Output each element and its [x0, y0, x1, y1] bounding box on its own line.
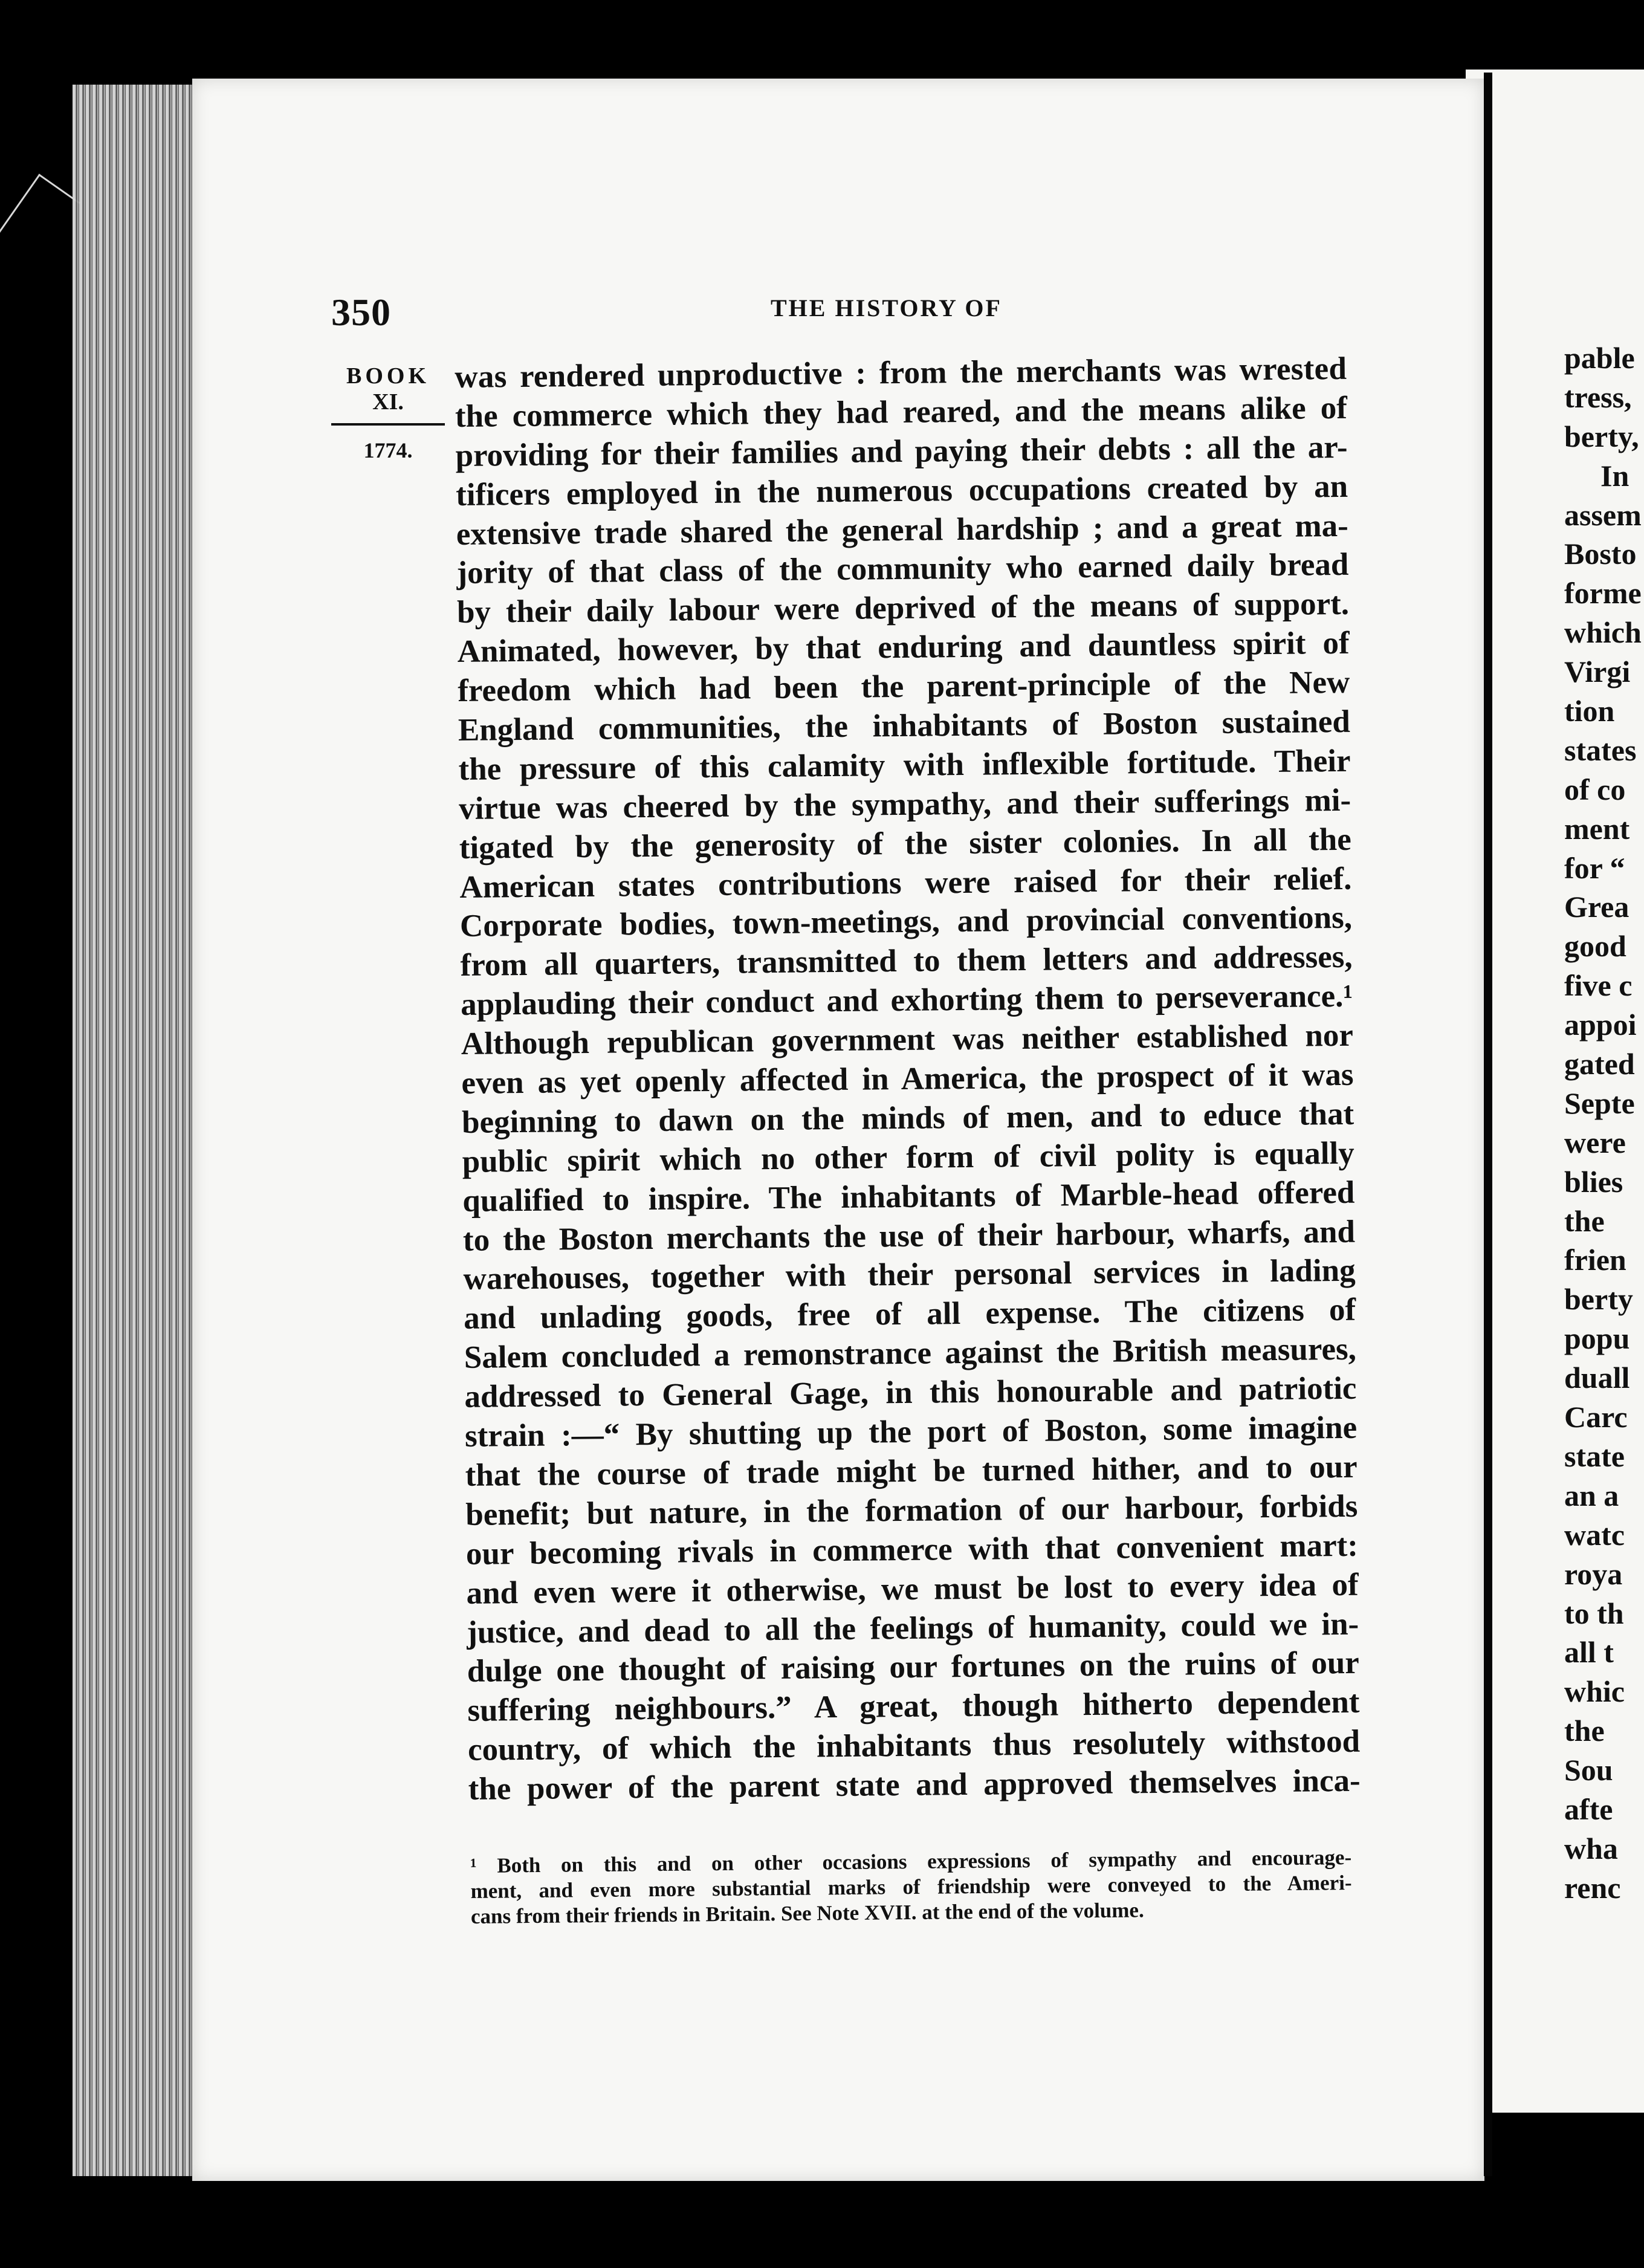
facing-page-line: blies	[1564, 1164, 1623, 1199]
facing-page-line: five c	[1564, 968, 1633, 1003]
text-line: virtue was cheered by the sympathy, and their sufferings mi-	[458, 782, 1351, 826]
running-head: THE HISTORY OF	[771, 294, 1002, 322]
text-line: to the Boston merchants the use of their harbour, wharfs, and	[462, 1214, 1356, 1258]
body-text	[455, 349, 1361, 1809]
text-line: jority of that class of the community who earned daily bread	[456, 547, 1349, 591]
facing-page-line: for “	[1564, 850, 1625, 885]
text-line: benefit; but nature, in the formation of our harbour, forbids	[465, 1488, 1358, 1532]
text-line: was rendered unproductive : from the merchants was wrested	[455, 351, 1347, 395]
facing-page-line: Virgi	[1564, 655, 1631, 689]
facing-page-line: roya	[1564, 1557, 1623, 1591]
facing-page-line: an a	[1564, 1478, 1619, 1512]
facing-page-line: appoi	[1564, 1008, 1637, 1042]
facing-page-line: tion	[1564, 694, 1615, 728]
text-line: our becoming rivals in commerce with that convenient mart:	[465, 1528, 1359, 1572]
text-line: the commerce which they had reared, and the means alike of	[455, 390, 1348, 434]
text-line: from all quarters, transmitted to them letters and addresses,	[460, 939, 1353, 983]
text-line: even as yet openly affected in America, the prospect of it was	[461, 1057, 1354, 1101]
text-line: England communities, the inhabitants of Boston sustained	[458, 704, 1351, 748]
facing-page-line: berty,	[1564, 419, 1639, 453]
text-line: the pressure of this calamity with inflexible fortitude. Their	[458, 743, 1351, 787]
facing-page-line: good	[1564, 929, 1626, 964]
facing-page-line: In	[1600, 458, 1629, 493]
facing-page-line: Septe	[1564, 1086, 1635, 1120]
facing-page-line: assem	[1564, 497, 1642, 532]
facing-page-line: afte	[1564, 1792, 1613, 1826]
facing-page-line: berty	[1564, 1282, 1633, 1317]
text-line: and even were it otherwise, we must be lost to every idea of	[466, 1567, 1359, 1611]
text-line: suffering neighbours.” A great, though hitherto dependent	[467, 1685, 1360, 1729]
margin-rule	[331, 423, 445, 426]
text-line: tificers employed in the numerous occupations created by an	[455, 468, 1348, 513]
text-line: Animated, however, by that enduring and dauntless spirit of	[457, 626, 1350, 670]
facing-page-line: renc	[1564, 1870, 1621, 1905]
text-line: Corporate bodies, town-meetings, and provincial conventions,	[459, 900, 1353, 944]
text-line: public spirit which no other form of civil polity is equally	[462, 1135, 1354, 1179]
margin-note	[331, 363, 445, 463]
facing-page-line: to th	[1564, 1596, 1624, 1630]
facing-page-line: watc	[1564, 1517, 1625, 1552]
facing-page-line: states	[1564, 733, 1637, 767]
facing-page-line: Bosto	[1564, 537, 1637, 571]
facing-page-line: Sou	[1564, 1753, 1613, 1787]
text-line: Although republican government was neither established nor	[461, 1017, 1354, 1062]
text-line: the power of the parent state and approved themselves inca-	[468, 1763, 1361, 1807]
text-line: freedom which had been the parent-principle of the New	[458, 664, 1350, 709]
facing-page-line: the	[1564, 1204, 1605, 1238]
facing-page-line: forme	[1564, 576, 1642, 611]
margin-year: 1774.	[363, 438, 413, 462]
facing-page-text	[1564, 339, 1644, 1908]
text-line: dulge one thought of raising our fortunes on the ruins of our	[467, 1645, 1360, 1690]
facing-page-line: frien	[1564, 1243, 1626, 1277]
text-line: country, of which the inhabitants thus resolutely withstood	[467, 1723, 1361, 1768]
text-line: strain :—“ By shutting up the port of Boston, some imagine	[464, 1410, 1358, 1454]
facing-page-line: ment	[1564, 811, 1630, 846]
footnote-line: cans from their friends in Britain. See Note XVII. at the end of the volume.	[470, 1898, 1144, 1928]
margin-book-label: BOOK	[346, 363, 430, 389]
facing-page-line: gated	[1564, 1047, 1635, 1081]
text-line: extensive trade shared the general hardship ; and a great ma-	[456, 508, 1349, 552]
facing-page-line: whic	[1564, 1674, 1625, 1709]
facing-page-line: were	[1564, 1125, 1626, 1159]
text-line: by their daily labour were deprived of the means of support.	[456, 586, 1350, 630]
facing-page-line: wha	[1564, 1831, 1618, 1865]
page-number: 350	[331, 291, 391, 334]
book-gutter	[1484, 73, 1492, 2176]
facing-page-line: the	[1564, 1714, 1605, 1748]
text-line: justice, and dead to all the feelings of humanity, could we in-	[466, 1606, 1359, 1650]
scan-mark	[0, 173, 80, 263]
facing-page-line: of co	[1564, 772, 1626, 806]
text-line: addressed to General Gage, in this honourable and patriotic	[464, 1370, 1357, 1415]
text-line: American states contributions were raised for their relief.	[459, 861, 1352, 905]
text-line: tigated by the generosity of the sister colonies. In all the	[459, 821, 1351, 866]
text-line: qualified to inspire. The inhabitants of Marble-head offered	[462, 1174, 1355, 1219]
facing-page-line: Grea	[1564, 890, 1629, 924]
facing-page-line: duall	[1564, 1361, 1630, 1395]
facing-page-line: pable	[1564, 341, 1635, 375]
facing-page-line: popu	[1564, 1321, 1630, 1356]
margin-book-number: XI.	[372, 389, 404, 415]
facing-page-line: state	[1564, 1439, 1625, 1473]
text-line: that the course of trade might be turned hither, and to our	[465, 1449, 1358, 1493]
facing-page-line: all t	[1564, 1635, 1614, 1670]
facing-page-line: which	[1564, 615, 1642, 650]
text-line: providing for their families and paying their debts : all the ar-	[455, 429, 1348, 473]
text-line: beginning to dawn on the minds of men, and to educe that	[461, 1096, 1354, 1140]
footnote-line: ment, and even more substantial marks of friendship were conveyed to the Ameri-	[470, 1871, 1352, 1903]
text-line: warehouses, together with their personal services in lading	[463, 1253, 1356, 1297]
text-line: applauding their conduct and exhorting them to perseverance.¹	[460, 979, 1353, 1023]
facing-page-line: Carc	[1564, 1400, 1628, 1434]
text-line: and unlading goods, free of all expense. The citizens of	[463, 1292, 1356, 1336]
footnote	[470, 1845, 1352, 1929]
text-line: Salem concluded a remonstrance against the British measures,	[464, 1332, 1357, 1376]
footnote-line: ¹ Both on this and on other occasions expressions of sympathy and encourage-	[470, 1845, 1352, 1878]
facing-page-line: tress,	[1564, 380, 1632, 414]
